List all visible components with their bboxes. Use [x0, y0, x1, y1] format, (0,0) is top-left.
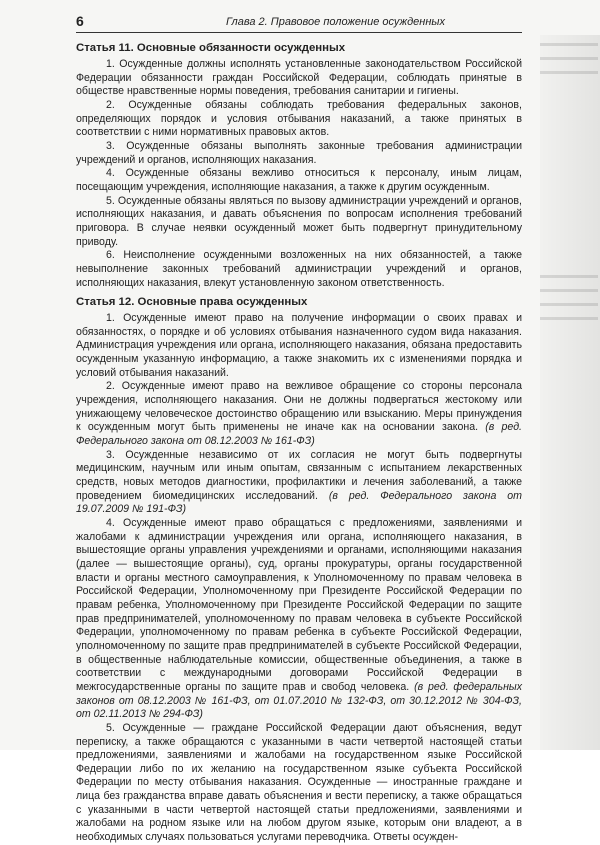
amendment-note: (в ред. Федерального закона от 08.12.2003 № 161-ФЗ) [76, 421, 522, 448]
article-12-paragraph-4 [76, 517, 522, 722]
amendment-note: (в ред. Федерального закона от 19.07.2009 № 191-ФЗ) [76, 489, 522, 516]
article-12-paragraph-1: 1. Осужденные имеют право на получение информации о своих правах и обязанностях, о порядке и об условиях отбывания назначенного судом вида наказания. Администрация учреждения или органа, исполняющего наказания, обязана предоставить осужденным указанную информацию, а также знакомить их с изменениями порядка и условий отбывания наказаний. [76, 312, 522, 379]
article-12-paragraph-2 [76, 380, 522, 448]
bleed-line [540, 317, 598, 320]
page-body [76, 42, 522, 845]
article-12-paragraph-3-text: 3. Осужденные независимо от их согласия не могут быть подвергнуты медицинским, научным или иным опытам, связанным с испытанием лекарственных средств, новых методов диагностики, профилактики и лечения заболеваний, а также проведением биомедицинских исследований. [76, 448, 522, 502]
bleed-line [540, 303, 598, 306]
amendment-note: (в ред. федеральных законов от 08.12.2003 № 161-ФЗ, от 01.07.2010 № 132-ФЗ, от 30.12.2012 № 304-ФЗ, от 02.11.2013 № 294-ФЗ) [76, 680, 523, 721]
facing-page-bleed [540, 35, 600, 750]
bleed-line [540, 43, 598, 46]
article-11-paragraph-1: 1. Осужденные должны исполнять установленные законодательством Российской Федерации обязанности граждан Российской Федерации, соблюдать принятые в обществе нравственные нормы поведения, требования санитарии и гигиены. [76, 58, 522, 98]
article-11-paragraph-6: 6. Неисполнение осужденными возложенных на них обязанностей, а также невыполнение законных требований администрации учреждений и органов, исполняющих наказания, влекут установленную законом ответственность. [76, 249, 522, 289]
article-11-paragraph-5: 5. Осужденные обязаны являться по вызову администрации учреждений и органов, исполняющих наказания, и давать объяснения по вопросам исполнения требований приговора. В случае неявки осужденный может быть подвергнут принудительному приводу. [76, 194, 522, 248]
running-header [76, 12, 522, 33]
page-number: 6 [76, 13, 84, 29]
article-12-paragraph-5: 5. Осужденные — граждане Российской Федерации дают объяснения, ведут переписку, а также обращаются с указанными в части четвертой настоящей статьи предложениями, заявлениями и жалобами на государственном языке Российской Федерации либо по их желанию на государственном языке субъекта Российской Федерации по месту отбывания наказания. Осужденные — иностранные граждане и лица без гражданства вправе давать объяснения и вести переписку, а также обращаться с указанными в части четвертой настоящей статьи предложениями, заявлениями и жалобами на родном языке или на любом другом языке, которым они владеют, а в необходимых случаях пользоваться услугами переводчика. Ответы осужден- [76, 721, 522, 844]
chapter-title: Глава 2. Правовое положение осужденных [226, 16, 445, 28]
bleed-line [540, 71, 598, 74]
article-12-paragraph-2-text: 2. Осужденные имеют право на вежливое обращение со стороны персонала учреждения, исполняющего наказания. Они не должны подвергаться жестокому или унижающему человеческое достоинство обращению или взысканию. Меры принуждения к осужденным могут быть применены не иначе как на основании закона. [76, 380, 522, 434]
article-11-paragraph-2: 2. Осужденные обязаны соблюдать требования федеральных законов, определяющих порядок и условия отбывания наказаний, а также принятых в соответствии с ними нормативных правовых актов. [76, 98, 522, 139]
bleed-line [540, 289, 598, 292]
article-12-paragraph-4-text: 4. Осужденные имеют право обращаться с предложениями, заявлениями и жалобами к администрации учреждения или органа, исполняющего наказания, в вышестоящие органы управления учреждениями и органами, исполняющими наказания (далее — вышестоящие органы), суд, органы прокуратуры, органы государственной власти и органы местного самоуправления, к Уполномоченному по правам человека в Российской Федерации, Уполномоченному при Президенте Российской Федерации по правам ребенка, Уполномоченному при Президенте Российской Федерации по защите прав предпринимателей, уполномоченному по правам человека в субъекте Российской Федерации, уполномоченному по правам ребенка в субъекте Российской Федерации, уполномоченному по защите прав предпринимателей в субъекте Российской Федерации, в общественные наблюдательные комиссии, общественные объединения, а также в соответствии с международными договорами Российской Федерации в межгосударственные органы по защите прав и свобод человека. [76, 517, 522, 693]
article-11-heading: Статья 11. Основные обязанности осужденных [76, 42, 346, 54]
article-12-heading: Статья 12. Основные права осужденных [76, 296, 308, 309]
bleed-line [540, 275, 598, 278]
article-11-paragraph-3: 3. Осужденные обязаны выполнять законные требования администрации учреждений и органов, исполняющих наказания. [76, 139, 522, 166]
article-11-paragraph-4: 4. Осужденные обязаны вежливо относиться к персоналу, иным лицам, посещающим учреждения, исполняющие наказания, а также к другим осужденным. [76, 167, 522, 193]
article-12-paragraph-3 [76, 449, 522, 517]
bleed-line [540, 57, 598, 60]
